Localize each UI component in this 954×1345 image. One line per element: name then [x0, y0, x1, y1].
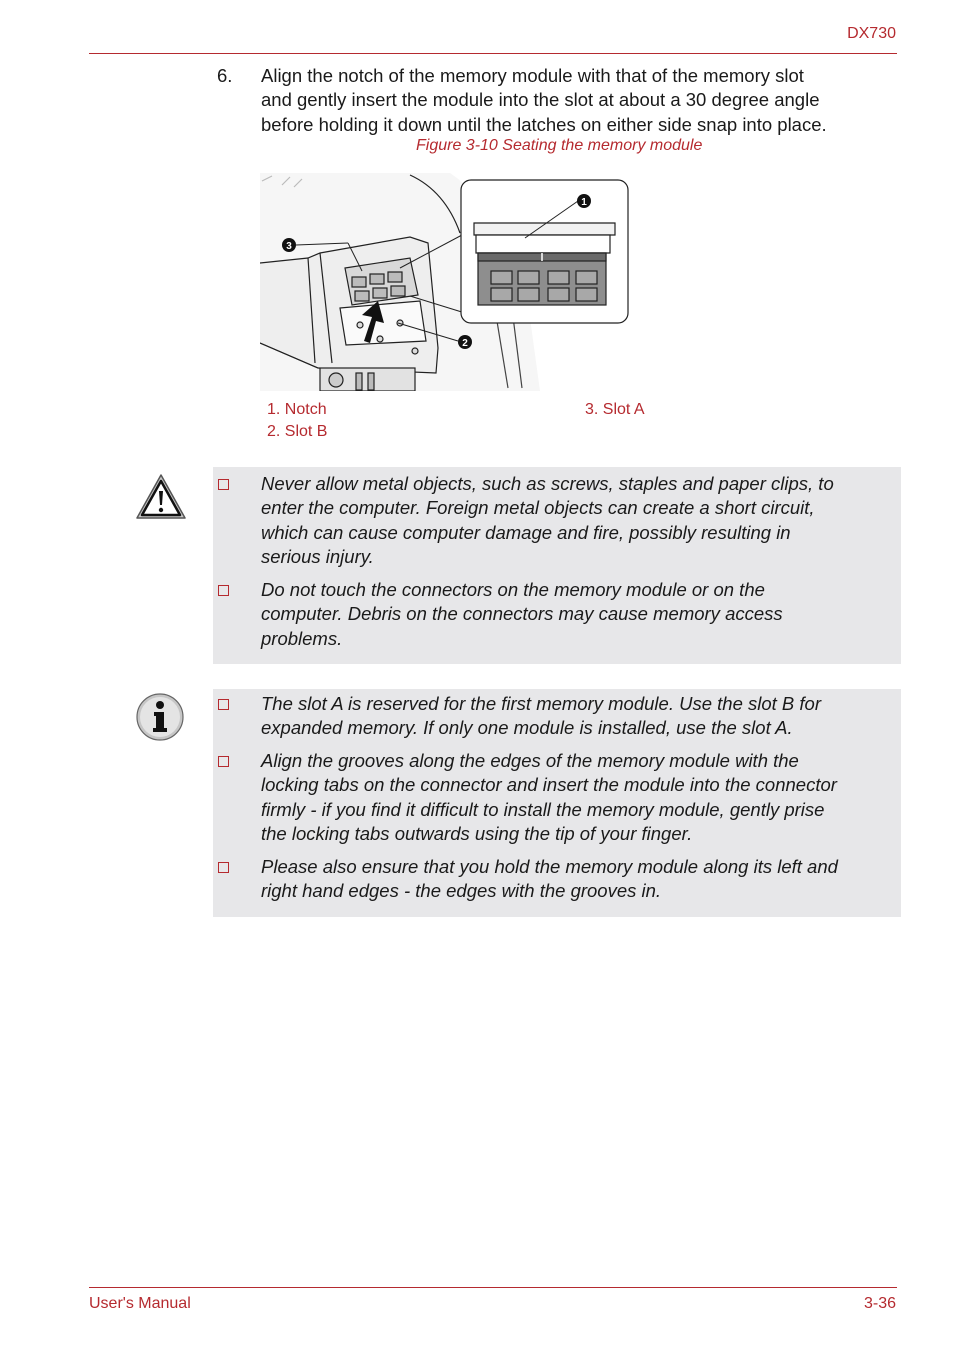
legend-item-slot-a: 3. Slot A	[585, 401, 645, 418]
header-rule	[89, 53, 897, 54]
warning-line: computer. Debris on the connectors may cause memory access	[261, 603, 783, 625]
callout-3-label: 3	[286, 241, 292, 252]
warning-line: problems.	[261, 627, 343, 649]
warning-line: which can cause computer damage and fire, possibly resulting in	[261, 521, 791, 543]
warning-line: Do not touch the connectors on the memory module or on the	[261, 579, 765, 600]
note-box	[213, 689, 901, 917]
callout-1-label: 1	[581, 197, 587, 208]
note-line: expanded memory. If only one module is installed, use the slot A.	[261, 717, 793, 739]
bullet-square-icon	[218, 585, 229, 596]
callout-1	[577, 194, 591, 208]
note-line: firmly - if you find it difficult to install the memory module, gently prise	[261, 798, 825, 820]
header-model-name: DX730	[847, 25, 896, 42]
warning-line: Never allow metal objects, such as screws, staples and paper clips, to	[261, 473, 834, 494]
memory-module-figure	[260, 173, 630, 391]
zoom-inset	[461, 180, 628, 323]
footer-manual-title: User's Manual	[89, 1295, 191, 1312]
warning-triangle-icon	[135, 472, 187, 522]
warning-line: enter the computer. Foreign metal objects can create a short circuit,	[261, 497, 815, 519]
figure-caption: Figure 3-10 Seating the memory module	[416, 137, 703, 154]
note-line: locking tabs on the connector and insert the module into the connector	[261, 774, 837, 796]
legend-item-notch: 1. Notch	[267, 401, 327, 418]
note-line: Align the grooves along the edges of the memory module with the	[261, 750, 799, 771]
warning-box	[213, 467, 901, 664]
note-line: the locking tabs outwards using the tip of your finger.	[261, 822, 693, 844]
legend-item-slot-b: 2. Slot B	[267, 423, 328, 440]
footer-rule	[89, 1287, 897, 1288]
bullet-square-icon	[218, 699, 229, 710]
note-line: Please also ensure that you hold the memory module along its left and	[261, 856, 838, 877]
step-line: before holding it down until the latches on either side snap into place.	[261, 113, 827, 135]
footer-page-number: 3-36	[863, 1295, 896, 1312]
step-text	[261, 64, 901, 137]
info-icon	[135, 692, 185, 742]
bullet-square-icon	[218, 756, 229, 767]
note-line: right hand edges - the edges with the grooves in.	[261, 880, 662, 902]
warning-line: serious injury.	[261, 545, 374, 567]
bullet-square-icon	[218, 862, 229, 873]
step-line: and gently insert the module into the slot at about a 30 degree angle	[261, 89, 820, 111]
bullet-square-icon	[218, 479, 229, 490]
callout-3	[282, 238, 296, 252]
step-number: 6.	[217, 65, 233, 86]
note-line: The slot A is reserved for the first memory module. Use the slot B for	[261, 693, 821, 714]
callout-2	[458, 335, 472, 349]
callout-2-label: 2	[462, 338, 468, 349]
step-line: Align the notch of the memory module with that of the memory slot	[261, 65, 804, 86]
